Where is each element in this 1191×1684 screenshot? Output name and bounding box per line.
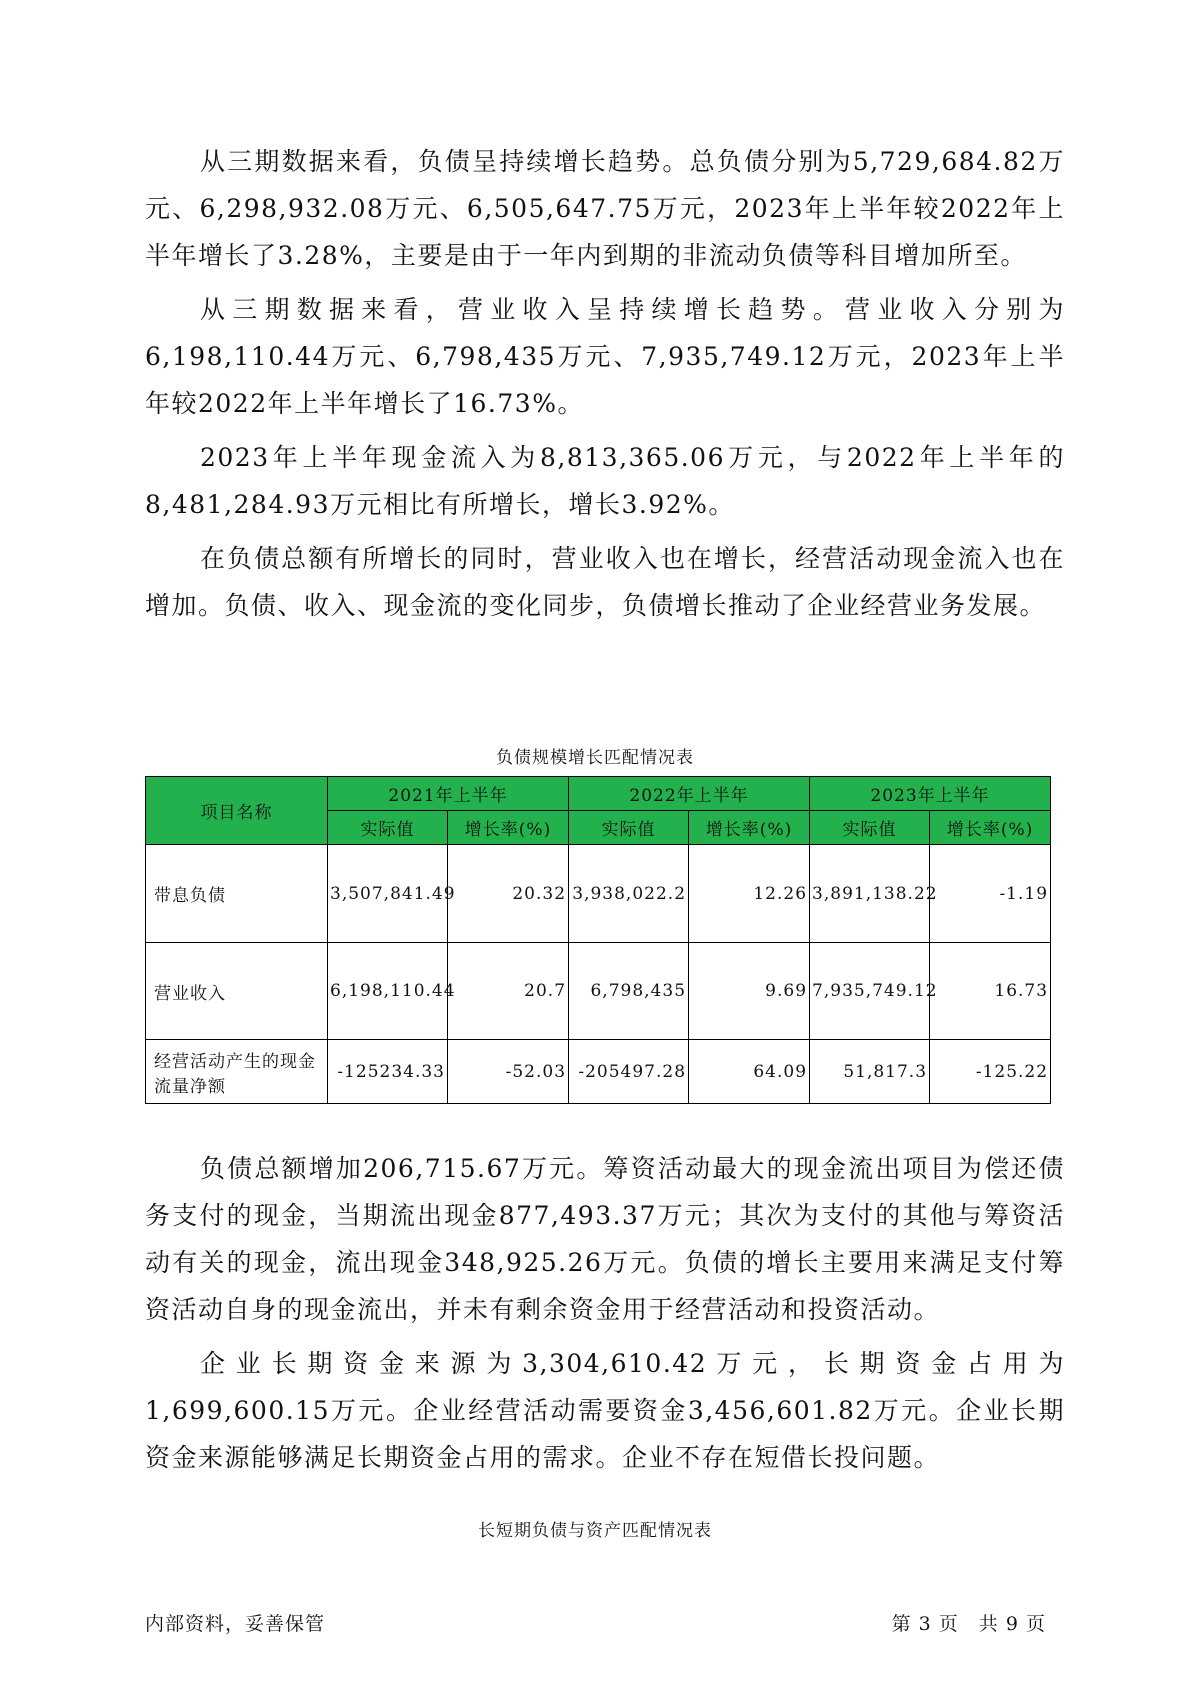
cell-value: 20.7 [448, 943, 569, 1040]
cell-value: -205497.28 [569, 1040, 689, 1104]
debt-growth-table [145, 776, 1051, 1104]
cell-value: 12.26 [689, 845, 810, 943]
subheader-actual-value: 实际值 [328, 811, 448, 845]
total-pages: 9 [1005, 1613, 1019, 1635]
cell-value: 7,935,749.12 [810, 943, 930, 1040]
header-item-name: 项目名称 [146, 777, 328, 845]
page-prefix: 第 [891, 1613, 912, 1635]
cell-value: 51,817.3 [810, 1040, 930, 1104]
paragraph-long-term-funds: 企业长期资金来源为3,304,610.42万元，长期资金占用为1,699,600.15万元。企业经营活动需要资金3,456,601.82万元。企业长期资金来源能够满足长期资金占用的需求。企业不存在短借长投问题。 [145, 1349, 1065, 1472]
page-number [892, 1609, 1046, 1636]
subheader-growth-rate: 增长率(%) [689, 811, 810, 845]
header-period-2021: 2021年上半年 [328, 777, 569, 811]
paragraph-liability-trend: 从三期数据来看，负债呈持续增长趋势。总负债分别为5,729,684.82万元、6,298,932.08万元、6,505,647.75万元，2023年上半年较2022年上半年增长了3.28%，主要是由于一年内到期的非流动负债等科目增加所至。 [145, 147, 1065, 270]
cell-value: 3,507,841.49 [328, 845, 448, 943]
cell-value: -125234.33 [328, 1040, 448, 1104]
footer-confidential-note: 内部资料，妥善保管 [145, 1613, 326, 1635]
row-name: 带息负债 [146, 845, 328, 943]
subheader-growth-rate: 增长率(%) [930, 811, 1051, 845]
current-page: 3 [918, 1613, 932, 1635]
subheader-actual-value: 实际值 [810, 811, 930, 845]
table-row [146, 845, 1051, 943]
cell-value: 6,198,110.44 [328, 943, 448, 1040]
header-period-2023: 2023年上半年 [810, 777, 1051, 811]
table-row [146, 1040, 1051, 1104]
header-period-2022: 2022年上半年 [569, 777, 810, 811]
paragraph-synchronous-change: 在负债总额有所增长的同时，营业收入也在增长，经营活动现金流入也在增加。负债、收入、现金流的变化同步，负债增长推动了企业经营业务发展。 [145, 544, 1065, 620]
cell-value: 16.73 [930, 943, 1051, 1040]
row-name: 经营活动产生的现金流量净额 [146, 1040, 328, 1104]
page-mid: 页 共 [938, 1613, 999, 1635]
cell-value: -1.19 [930, 845, 1051, 943]
table-row [146, 943, 1051, 1040]
cell-value: 6,798,435 [569, 943, 689, 1040]
cell-value: 3,938,022.2 [569, 845, 689, 943]
cell-value: -125.22 [930, 1040, 1051, 1104]
row-name: 营业收入 [146, 943, 328, 1040]
paragraph-cash-inflow: 2023年上半年现金流入为8,813,365.06万元，与2022年上半年的8,481,284.93万元相比有所增长，增长3.92%。 [145, 443, 1065, 519]
paragraph-revenue-trend: 从三期数据来看，营业收入呈持续增长趋势。营业收入分别为6,198,110.44万元、6,798,435万元、7,935,749.12万元，2023年上半年较2022年上半年增长了16.73%。 [145, 295, 1065, 418]
table-caption-debt-growth: 负债规模增长匹配情况表 [496, 748, 694, 768]
table-caption-long-short-match: 长短期负债与资产匹配情况表 [478, 1521, 712, 1541]
page-suffix: 页 [1025, 1613, 1046, 1635]
cell-value: -52.03 [448, 1040, 569, 1104]
cell-value: 9.69 [689, 943, 810, 1040]
paragraph-debt-increase: 负债总额增加206,715.67万元。筹资活动最大的现金流出项目为偿还债务支付的现金，当期流出现金877,493.37万元；其次为支付的其他与筹资活动有关的现金，流出现金348,925.26万元。负债的增长主要用来满足支付筹资活动自身的现金流出，并未有剩余资金用于经营活动和投资活动。 [145, 1154, 1065, 1324]
subheader-growth-rate: 增长率(%) [448, 811, 569, 845]
cell-value: 20.32 [448, 845, 569, 943]
table-header-row [146, 777, 1051, 811]
cell-value: 64.09 [689, 1040, 810, 1104]
subheader-actual-value: 实际值 [569, 811, 689, 845]
cell-value: 3,891,138.22 [810, 845, 930, 943]
